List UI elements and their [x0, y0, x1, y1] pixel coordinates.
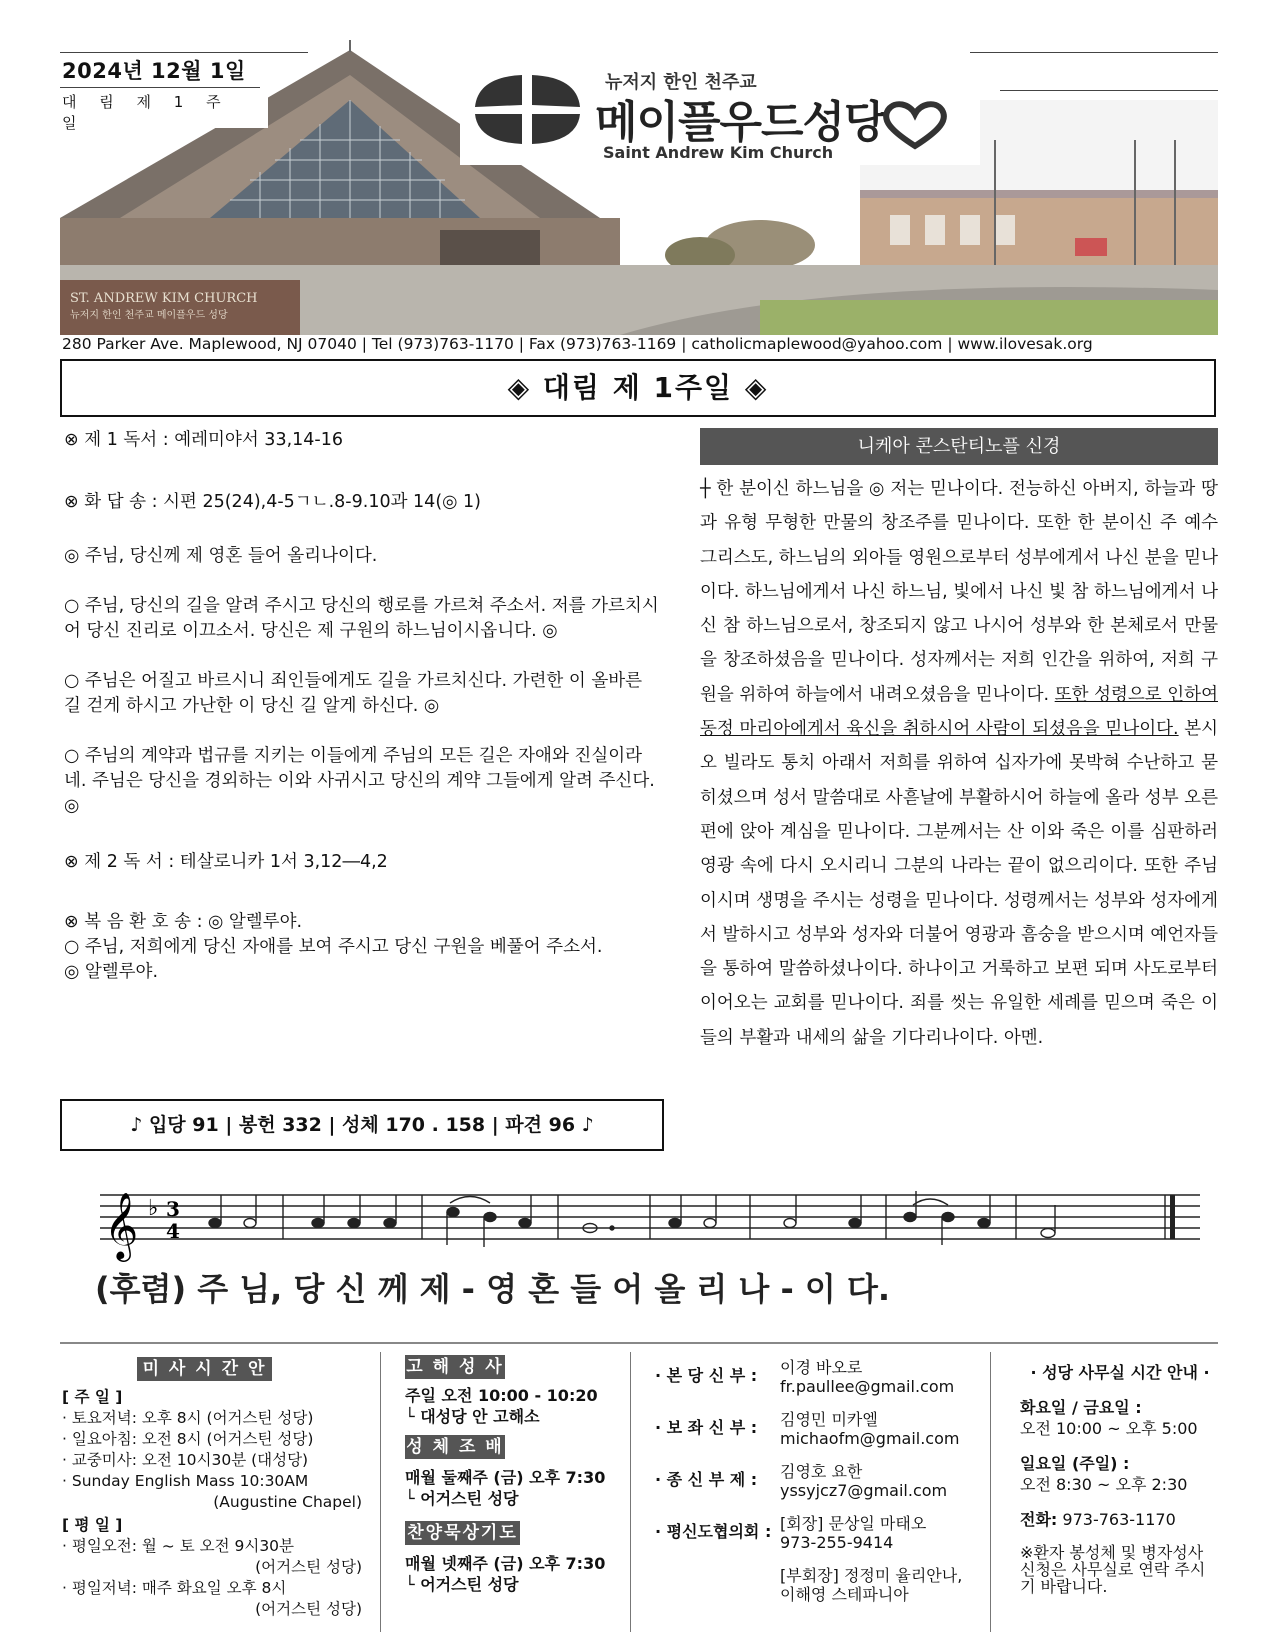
office-phone: 973-763-1170 [1062, 1510, 1176, 1529]
section-divider [60, 1342, 1218, 1344]
office-note: ※환자 봉성체 및 병자성사 신청은 사무실로 연락 주시기 바랍니다. [1020, 1543, 1206, 1596]
confession-place: └ 대성당 안 고해소 [405, 1407, 540, 1426]
office-hours-section [1020, 1358, 1220, 1595]
psalm: ⊗ 화 답 송 : 시편 25(24),4-5ㄱㄴ.8-9.10과 14(◎ 1) [64, 492, 481, 512]
time-sig-top: 3 [166, 1197, 180, 1221]
date-block [62, 55, 262, 133]
column-divider [380, 1352, 381, 1632]
council-phone: 973-255-9414 [780, 1533, 894, 1552]
psalm-verse-2: ○ 주님은 어질고 바르시니 죄인들에게도 길을 가르치신다. 가련한 이 올바른 길 걷게 하시고 가난한 이 당신 길 알게 하신다. ◎ [64, 671, 643, 716]
mass-times-section [62, 1357, 362, 1620]
contact-address-line: 280 Parker Ave. Maplewood, NJ 07040 | Tel (973)763-1170 | Fax (973)763-1169 | catholicmaplewood@yahoo.com | www.ilovesak.org [62, 335, 1093, 353]
alleluia-title: ⊗ 복 음 환 호 송 : ◎ 알렐루야. [64, 912, 303, 932]
pastor-name: 이경 바오로 [780, 1358, 863, 1377]
sunday-label: [ 주 일 ] [62, 1388, 123, 1406]
council-vice-president-2: 이해영 스테파니아 [780, 1585, 909, 1604]
mass-weekday-morning: · 평일오전: 월 ~ 토 오전 9시30분 [62, 1537, 295, 1555]
second-reading: ⊗ 제 2 독 서 : 테살로니카 1서 3,12―4,2 [64, 852, 388, 872]
associate-label: · 보 좌 신 부 : [655, 1418, 758, 1437]
alleluia-verse: ○ 주님, 저희에게 당신 자애를 보여 주시고 당신 구원을 베풀어 주소서. [64, 937, 603, 957]
office-sunday-label: 일요일 (주일) : [1020, 1454, 1130, 1473]
deacon-email: yssyjcz7@gmail.com [780, 1481, 948, 1500]
logo-subtitle: 뉴저지 한인 천주교 [605, 72, 757, 93]
mass-weekday-evening: · 평일저녁: 매주 화요일 오후 8시 [62, 1579, 287, 1597]
weekday-label: [ 평 일 ] [62, 1516, 123, 1534]
council-label: · 평신도협의회 : [655, 1522, 772, 1541]
time-sig-bottom: 4 [166, 1219, 180, 1243]
treble-clef-icon: 𝄞 [104, 1191, 139, 1259]
pastor-label: · 본 당 신 부 : [655, 1366, 758, 1385]
photo-sign-text: ST. ANDREW KIM CHURCH [70, 291, 258, 306]
psalm-verse-3: ○ 주님의 계약과 법규를 지키는 이들에게 주님의 모든 길은 자애와 진실이라네. 주님은 당신을 경외하는 이와 사귀시고 당신의 계약 그들에게 알려 주신다. ◎ [64, 746, 655, 816]
creed-text-part: 본시오 빌라도 통치 아래서 저희를 위하여 십자가에 못박혀 수난하고 묻히셨으며 성서 말씀대로 사흗날에 부활하시어 하늘에 올라 성부 오른편에 앉아 계심을 믿나이다. 그분께서는 산 이와 죽은 이를 심판하러 영광 속에 다시 오시리니 그분의 나라는 끝이 없으리이다. 또한 주님이시며 생명을 주시는 성령을 믿나이다. 성령께서는 성부와 성자에게서 발하시고 성부와 성자와 더불어 영광과 흠숭을 받으시며 예언자들을 통하여 말씀하셨나이다. 하나이고 거룩하고 보편 되며 사도로부터 이어오는 교회를 믿나이다. 죄를 씻는 유일한 세례를 믿으며 죽은 이들의 부활과 내세의 삶을 기다리나이다. 아멘. [700, 719, 1219, 1048]
photo-sign-subtext: 뉴저지 한인 천주교 메이플우드 성당 [70, 310, 228, 321]
page-title: ◈ 대림 제 1주일 ◈ [507, 371, 769, 404]
associate-name: 김영민 미카엘 [780, 1410, 878, 1429]
bulletin-date: 2024년 12월 1일 [62, 59, 246, 83]
mass-main: · 교중미사: 오전 10시30분 (대성당) [62, 1451, 309, 1469]
church-logo-icon [470, 72, 585, 147]
flat-icon: ♭ [148, 1196, 159, 1221]
psalm-verse-1: ○ 주님, 당신의 길을 알려 주시고 당신의 행로를 가르쳐 주소서. 저를 가르치시어 당신 진리로 이끄소서. 당신은 제 구원의 하느님이시옵니다. ◎ [64, 596, 659, 641]
confession-title: 고 해 성 사 [406, 1357, 504, 1377]
associate-email: michaofm@gmail.com [780, 1429, 960, 1448]
logo-title: 메이플우드성당 [595, 97, 886, 148]
psalm-response: ◎ 주님, 당신께 제 영혼 들어 올리나이다. [64, 546, 378, 566]
office-sunday-time: 오전 8:30 ~ 오후 2:30 [1020, 1475, 1188, 1494]
header-rule [1000, 90, 1218, 91]
header-rule [60, 52, 308, 53]
header-rule [970, 52, 1218, 53]
praise-place: └ 어거스틴 성당 [405, 1575, 519, 1594]
sunday-name: 대 림 제 1 주 일 [62, 93, 230, 132]
creed-text-part: ┼ 한 분이신 하느님을 ◎ 저는 믿나이다. 전능하신 아버지, 하늘과 땅과 유형 무형한 만물의 창조주를 믿나이다. 또한 한 분이신 주 예수 그리스도, 하느님의 외아들 영원으로부터 성부에게서 나신 분을 믿나이다. 하느님에게서 나신 하느님, 빛에서 나신 빛 참 하느님에게서 나신 참 하느님으로서, 창조되지 않고 나시어 성부와 한 본체로서 만물을 창조하셨음을 믿나이다. 성자께서는 저희 인간을 위하여, 저희 구원을 위하여 하늘에서 내려오셨음을 믿나이다. [700, 479, 1218, 705]
council-vice-president: [부회장] 정정미 율리안나, [780, 1566, 963, 1585]
mass-sunday-morning: · 일요아침: 오전 8시 (어거스틴 성당) [62, 1430, 314, 1448]
adoration-place: └ 어거스틴 성당 [405, 1489, 519, 1508]
council-president: [회장] 문상일 마태오 [780, 1514, 927, 1533]
first-reading: ⊗ 제 1 독서 : 예레미야서 33,14-16 [64, 430, 343, 450]
sacraments-section [405, 1355, 615, 1595]
mass-weekday-evening-place: (어거스틴 성당) [255, 1600, 362, 1618]
mass-weekday-morning-place: (어거스틴 성당) [255, 1558, 362, 1576]
mass-times-title: 미 사 시 간 안 내 [137, 1357, 272, 1381]
mass-saturday: · 토요저녁: 오후 8시 (어거스틴 성당) [62, 1409, 314, 1427]
praise-time: 매월 넷째주 (금) 오후 7:30 [405, 1554, 606, 1573]
adoration-title: 성 체 조 배 [406, 1437, 504, 1457]
readings-section [64, 428, 664, 985]
alleluia-end: ◎ 알렐루야. [64, 962, 159, 982]
praise-title: 찬양묵상기도 [405, 1521, 520, 1545]
creed-text [700, 472, 1218, 1055]
hymn-numbers: ♪ 입당 91 | 봉헌 332 | 성체 170 . 158 | 파견 96 ♪ [60, 1099, 664, 1151]
column-divider [630, 1352, 631, 1632]
office-phone-label: 전화: [1020, 1510, 1058, 1529]
staff-section [655, 1358, 985, 1604]
creed-text-underlined: 또한 성령으로 인하여 동정 마리아에게서 육신을 취하시어 사람이 되셨음을 믿나이다. [700, 684, 1218, 740]
pastor-email: fr.paullee@gmail.com [780, 1377, 955, 1396]
office-weekday-label: 화요일 / 금요일 : [1020, 1398, 1142, 1417]
mass-english: · Sunday English Mass 10:30AM [62, 1472, 309, 1490]
deacon-name: 김영호 요한 [780, 1462, 863, 1481]
title-banner [60, 359, 1216, 417]
deacon-label: · 종 신 부 제 : [655, 1470, 758, 1489]
creed-title: 니케아 콘스탄티노플 신경 [700, 428, 1218, 465]
mass-english-place: (Augustine Chapel) [213, 1493, 362, 1511]
logo-english-name: Saint Andrew Kim Church [603, 143, 834, 162]
heart-icon [880, 100, 950, 150]
column-divider [990, 1352, 991, 1632]
confession-time: 주일 오전 10:00 - 10:20 [405, 1386, 598, 1405]
office-title: · 성당 사무실 시간 안내 · [1030, 1363, 1210, 1382]
adoration-time: 매월 둘째주 (금) 오후 7:30 [405, 1468, 606, 1487]
music-lyrics: (후렴) 주 님, 당 신 께 제 - 영 혼 들 어 올 리 나 - 이 다. [95, 1270, 891, 1308]
office-weekday-time: 오전 10:00 ~ 오후 5:00 [1020, 1419, 1198, 1438]
music-score [70, 1185, 1220, 1335]
